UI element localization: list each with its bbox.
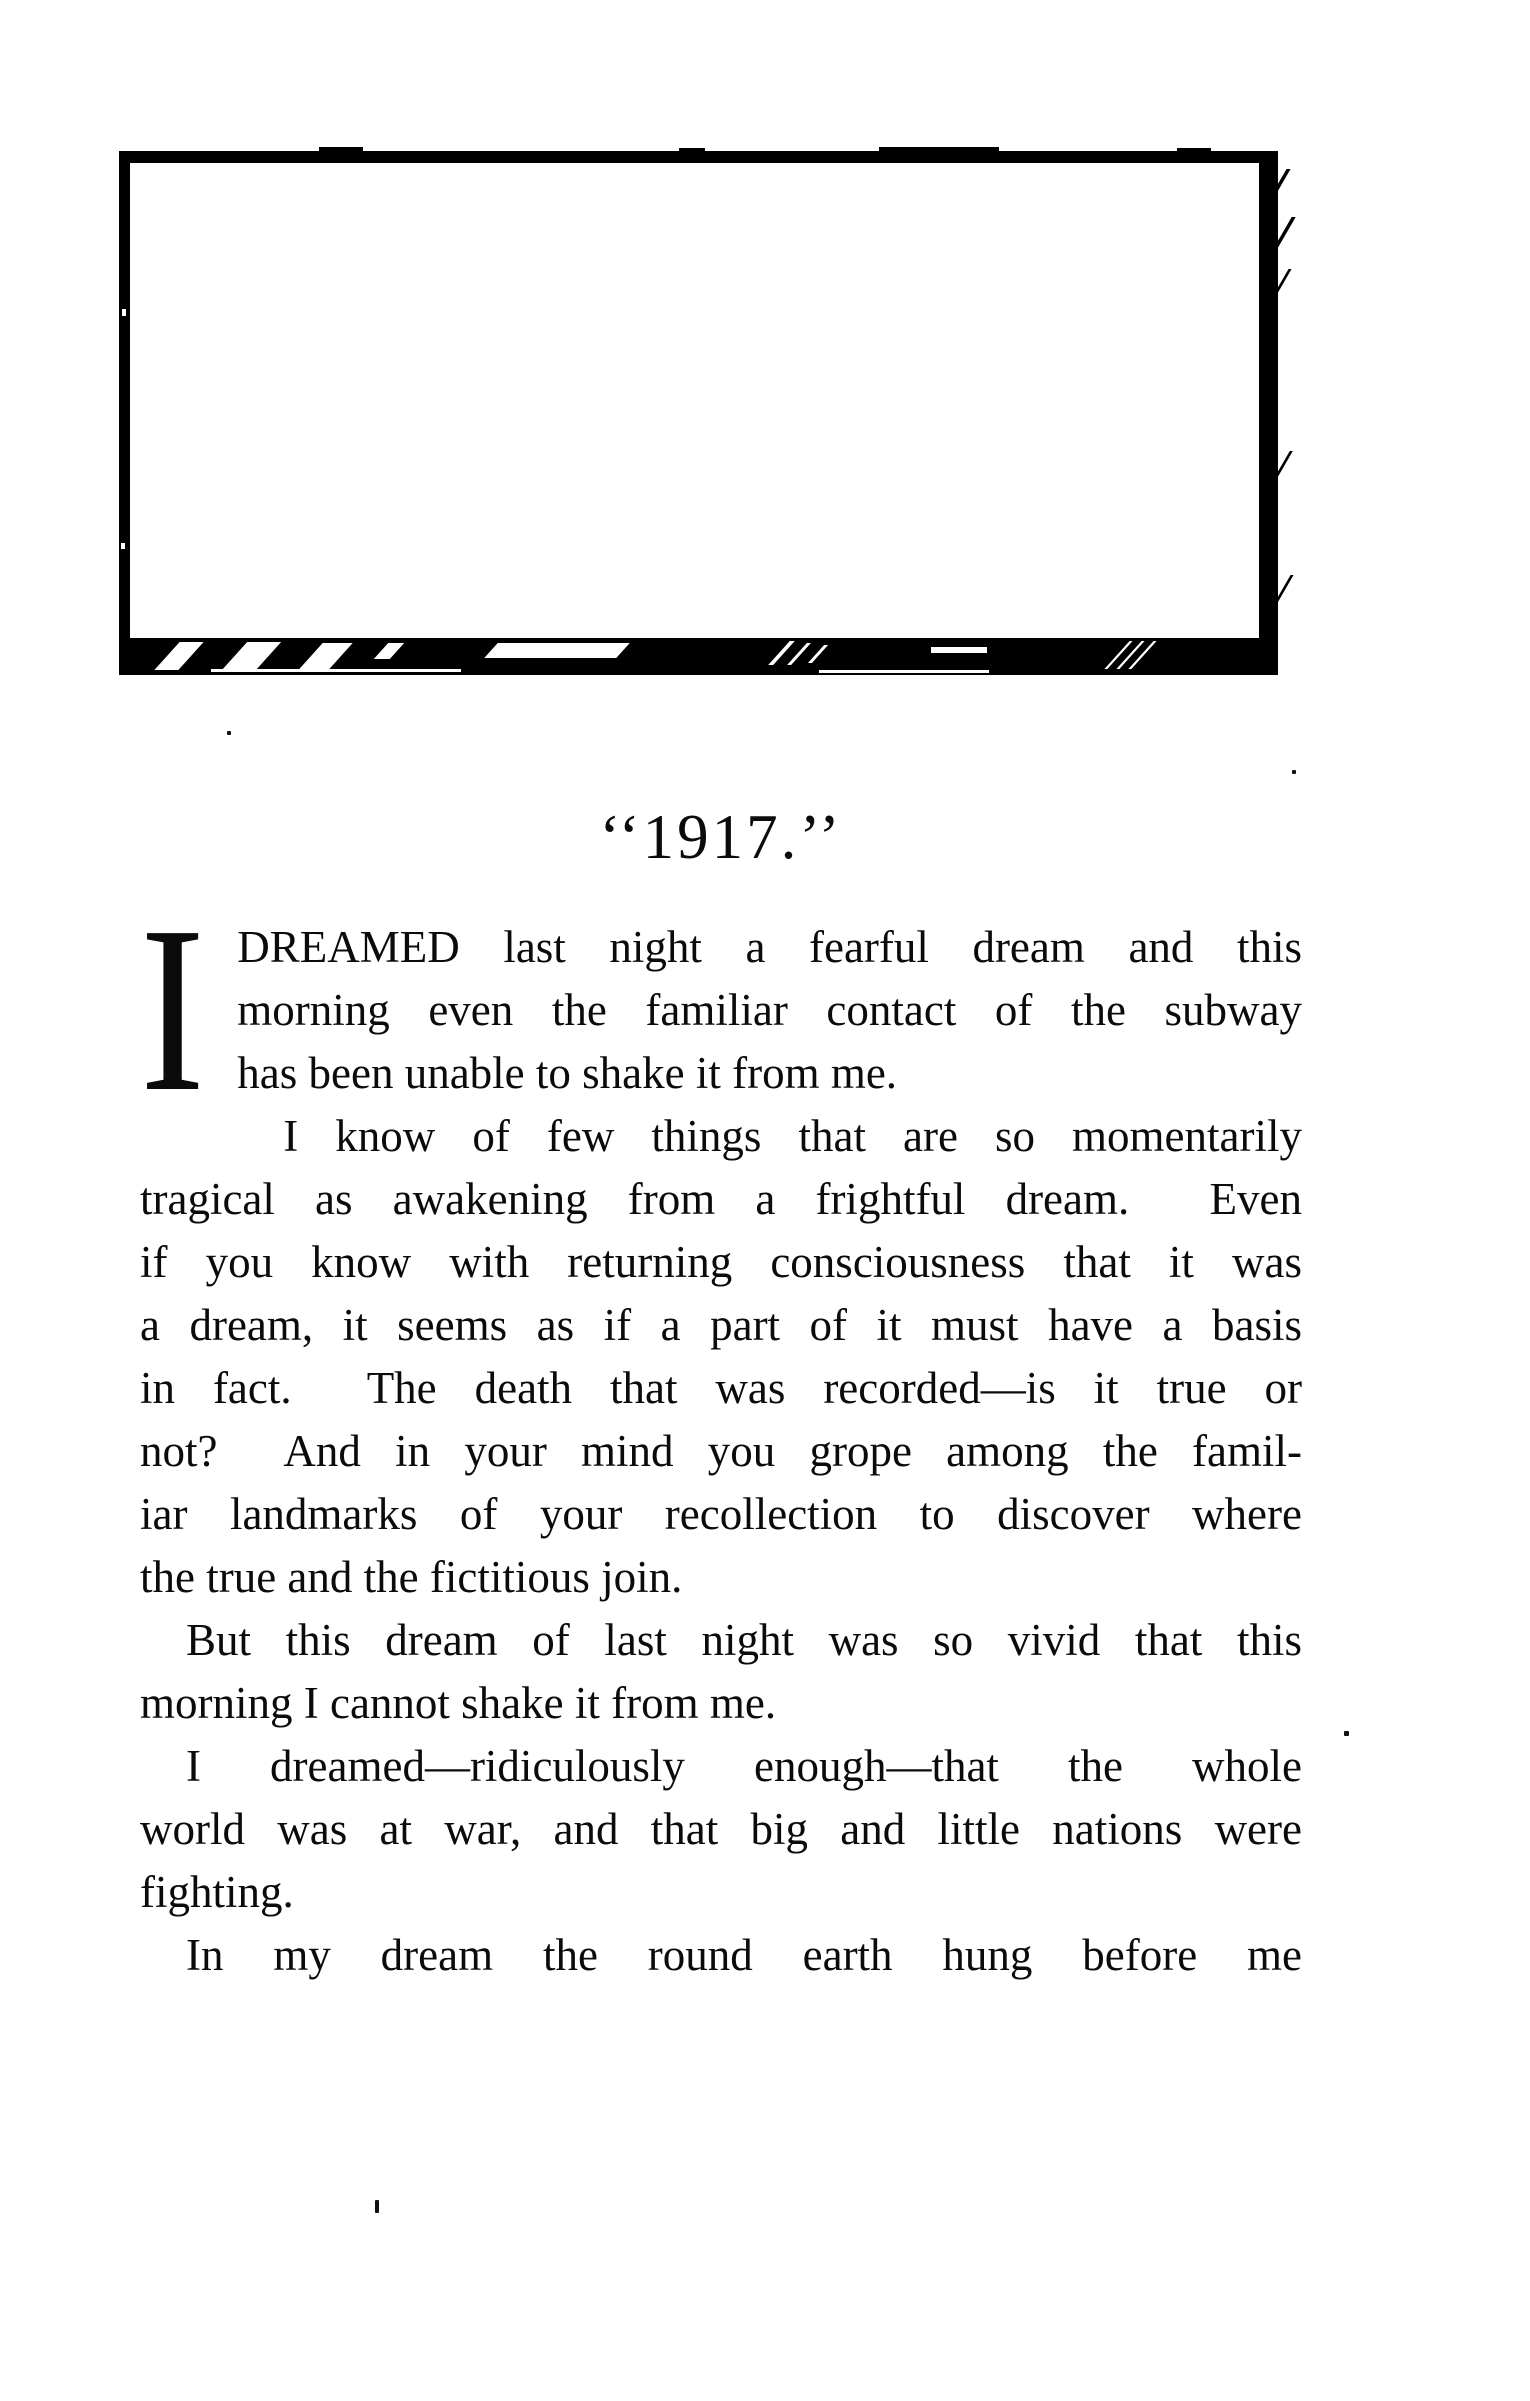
text-line: a dream, it seems as if a part of it must have a basis <box>140 1300 1302 1350</box>
frame-brush-stroke <box>819 670 989 673</box>
frame-rough-edge <box>879 147 999 151</box>
paragraph <box>140 1735 1302 1924</box>
text-block <box>140 878 1302 1987</box>
frame-brush-stroke <box>484 643 630 658</box>
text-line: in fact. The death that was recorded—is it true or <box>140 1363 1302 1413</box>
text-line: world was at war, and that big and little nations were <box>140 1804 1302 1854</box>
frame-border-left <box>119 151 130 675</box>
ink-speck <box>1292 770 1296 774</box>
text-line: I know of few things that are so momentarily <box>283 1111 1302 1161</box>
frame-rough-edge <box>1177 148 1211 151</box>
text-line: I dreamed—ridiculously enough—that the whole <box>186 1741 1302 1791</box>
ink-speck <box>227 731 231 735</box>
illustration-frame <box>119 151 1278 675</box>
ink-speck <box>1344 1731 1349 1736</box>
frame-border-right <box>1259 151 1278 675</box>
frame-border-top <box>119 151 1278 163</box>
text-line: iar landmarks of your recollection to discover where <box>140 1489 1302 1539</box>
frame-rough-edge <box>319 147 363 151</box>
drop-cap: I <box>140 878 205 1141</box>
frame-nick <box>121 543 125 549</box>
text-line: the true and the fictitious join. <box>140 1552 683 1602</box>
frame-brush-stroke <box>211 669 461 672</box>
text-line: not? And in your mind you grope among the famil- <box>140 1426 1302 1476</box>
frame-rough-edge <box>679 148 705 151</box>
paragraph <box>140 1924 1302 1987</box>
text-line: morning even the familiar contact of the subway <box>237 985 1302 1035</box>
paragraph <box>140 1609 1302 1735</box>
frame-nick <box>122 309 126 316</box>
text-line: But this dream of last night was so vivid that this <box>186 1615 1302 1665</box>
text-line: morning I cannot shake it from me. <box>140 1678 777 1728</box>
text-line: tragical as awakening from a frightful dream. Even <box>140 1174 1302 1224</box>
paragraph <box>140 1105 1302 1609</box>
ink-speck <box>375 2200 379 2213</box>
chapter-title: ‘‘1917.’’ <box>599 802 843 873</box>
frame-brush-stroke <box>931 647 987 653</box>
text-line: DREAMED last night a fearful dream and this <box>237 922 1302 972</box>
text-line: if you know with returning consciousness that it was <box>140 1237 1302 1287</box>
text-line: fighting. <box>140 1867 294 1917</box>
text-line: has been unable to shake it from me. <box>237 1048 898 1098</box>
text-line: In my dream the round earth hung before me <box>186 1930 1302 1980</box>
